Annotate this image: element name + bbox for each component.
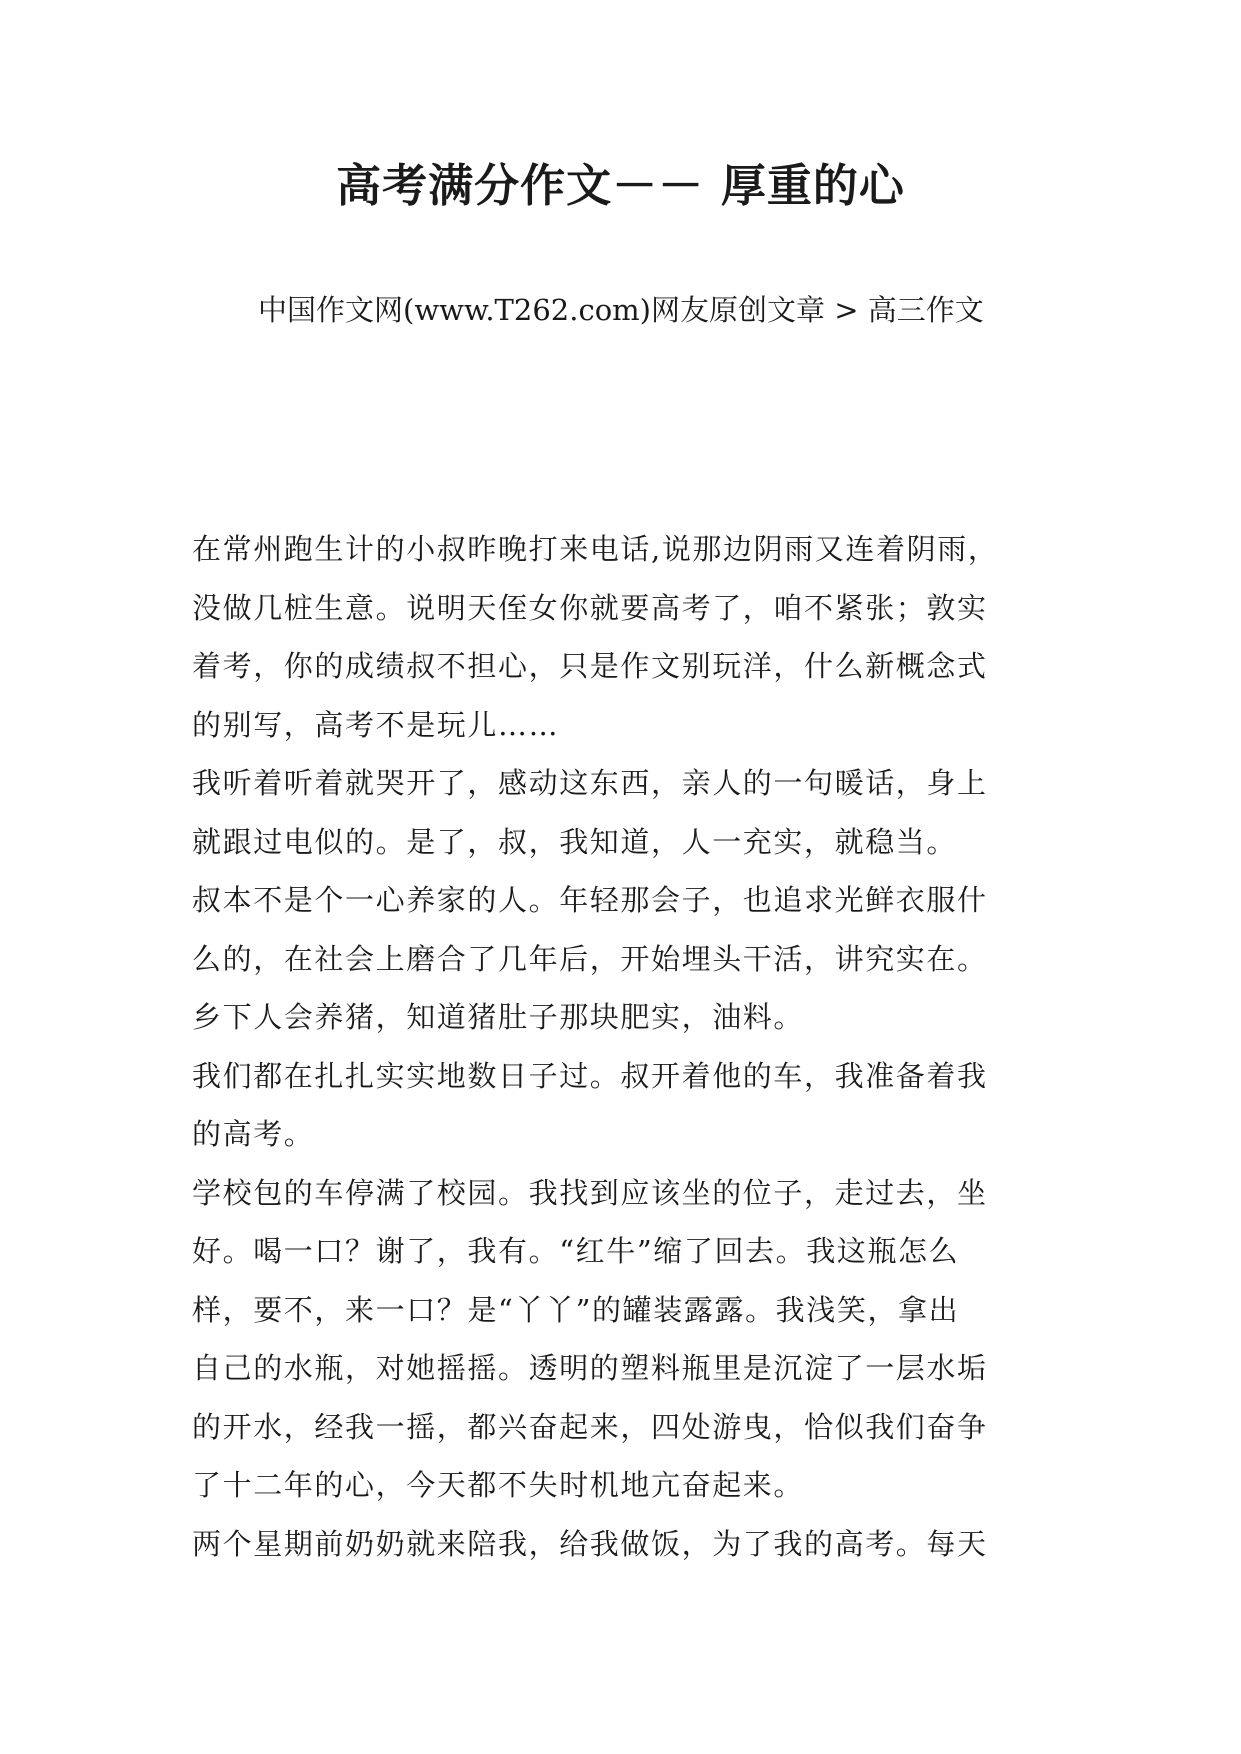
text-line: 两个星期前奶奶就来陪我，给我做饭，为了我的高考。每天 [192,1526,988,1561]
text-line: 样，要不，来一口？是“丫丫”的罐装露露。我浅笑，拿出 [192,1292,960,1327]
article-body [192,520,1072,1573]
text-line: 么的，在社会上磨合了几年后，开始埋头干活，讲究实在。 [192,941,988,976]
text-line: 叔本不是个一心养家的人。年轻那会子，也追求光鲜衣服什 [192,883,988,917]
text-line: 学校包的车停满了校园。我找到应该坐的位子，走过去，坐 [192,1175,988,1210]
text-line: 没做几桩生意。说明天侄女你就要高考了，咱不紧张；敦实 [192,590,988,625]
text-line: 自己的水瓶，对她摇摇。透明的塑料瓶里是沉淀了一层水垢 [192,1351,988,1385]
text-line: 乡下人会养猪，知道猪肚子那块肥实，油料。 [192,1000,805,1034]
text-line: 着考，你的成绩叔不担心，只是作文别玩洋，什么新概念式 [192,649,988,683]
text-line: 在常州跑生计的小叔昨晚打来电话,说那边阴雨又连着阴雨， [192,532,999,566]
text-line: 我听着听着就哭开了，感动这东西，亲人的一句暖话，身上 [192,766,988,800]
text-line: 好。喝一口？谢了，我有。“红牛”缩了回去。我这瓶怎么 [192,1234,960,1268]
text-line: 我们都在扎扎实实地数日子过。叔开着他的车，我准备着我 [192,1058,988,1093]
text-line: 就跟过电似的。是了，叔，我知道，人一充实，就稳当。 [192,824,958,859]
text-line: 的开水，经我一摇，都兴奋起来，四处游曳，恰似我们奋争 [192,1409,988,1444]
document-title: 高考满分作文－－ 厚重的心 [336,159,905,212]
source-line: 中国作文网(www.T262.com)网友原创文章 > 高三作文 [258,293,984,327]
text-line: 了十二年的心，今天都不失时机地亢奋起来。 [192,1468,805,1502]
text-line: 的别写，高考不是玩儿…… [192,707,560,742]
text-line: 的高考。 [192,1117,315,1151]
